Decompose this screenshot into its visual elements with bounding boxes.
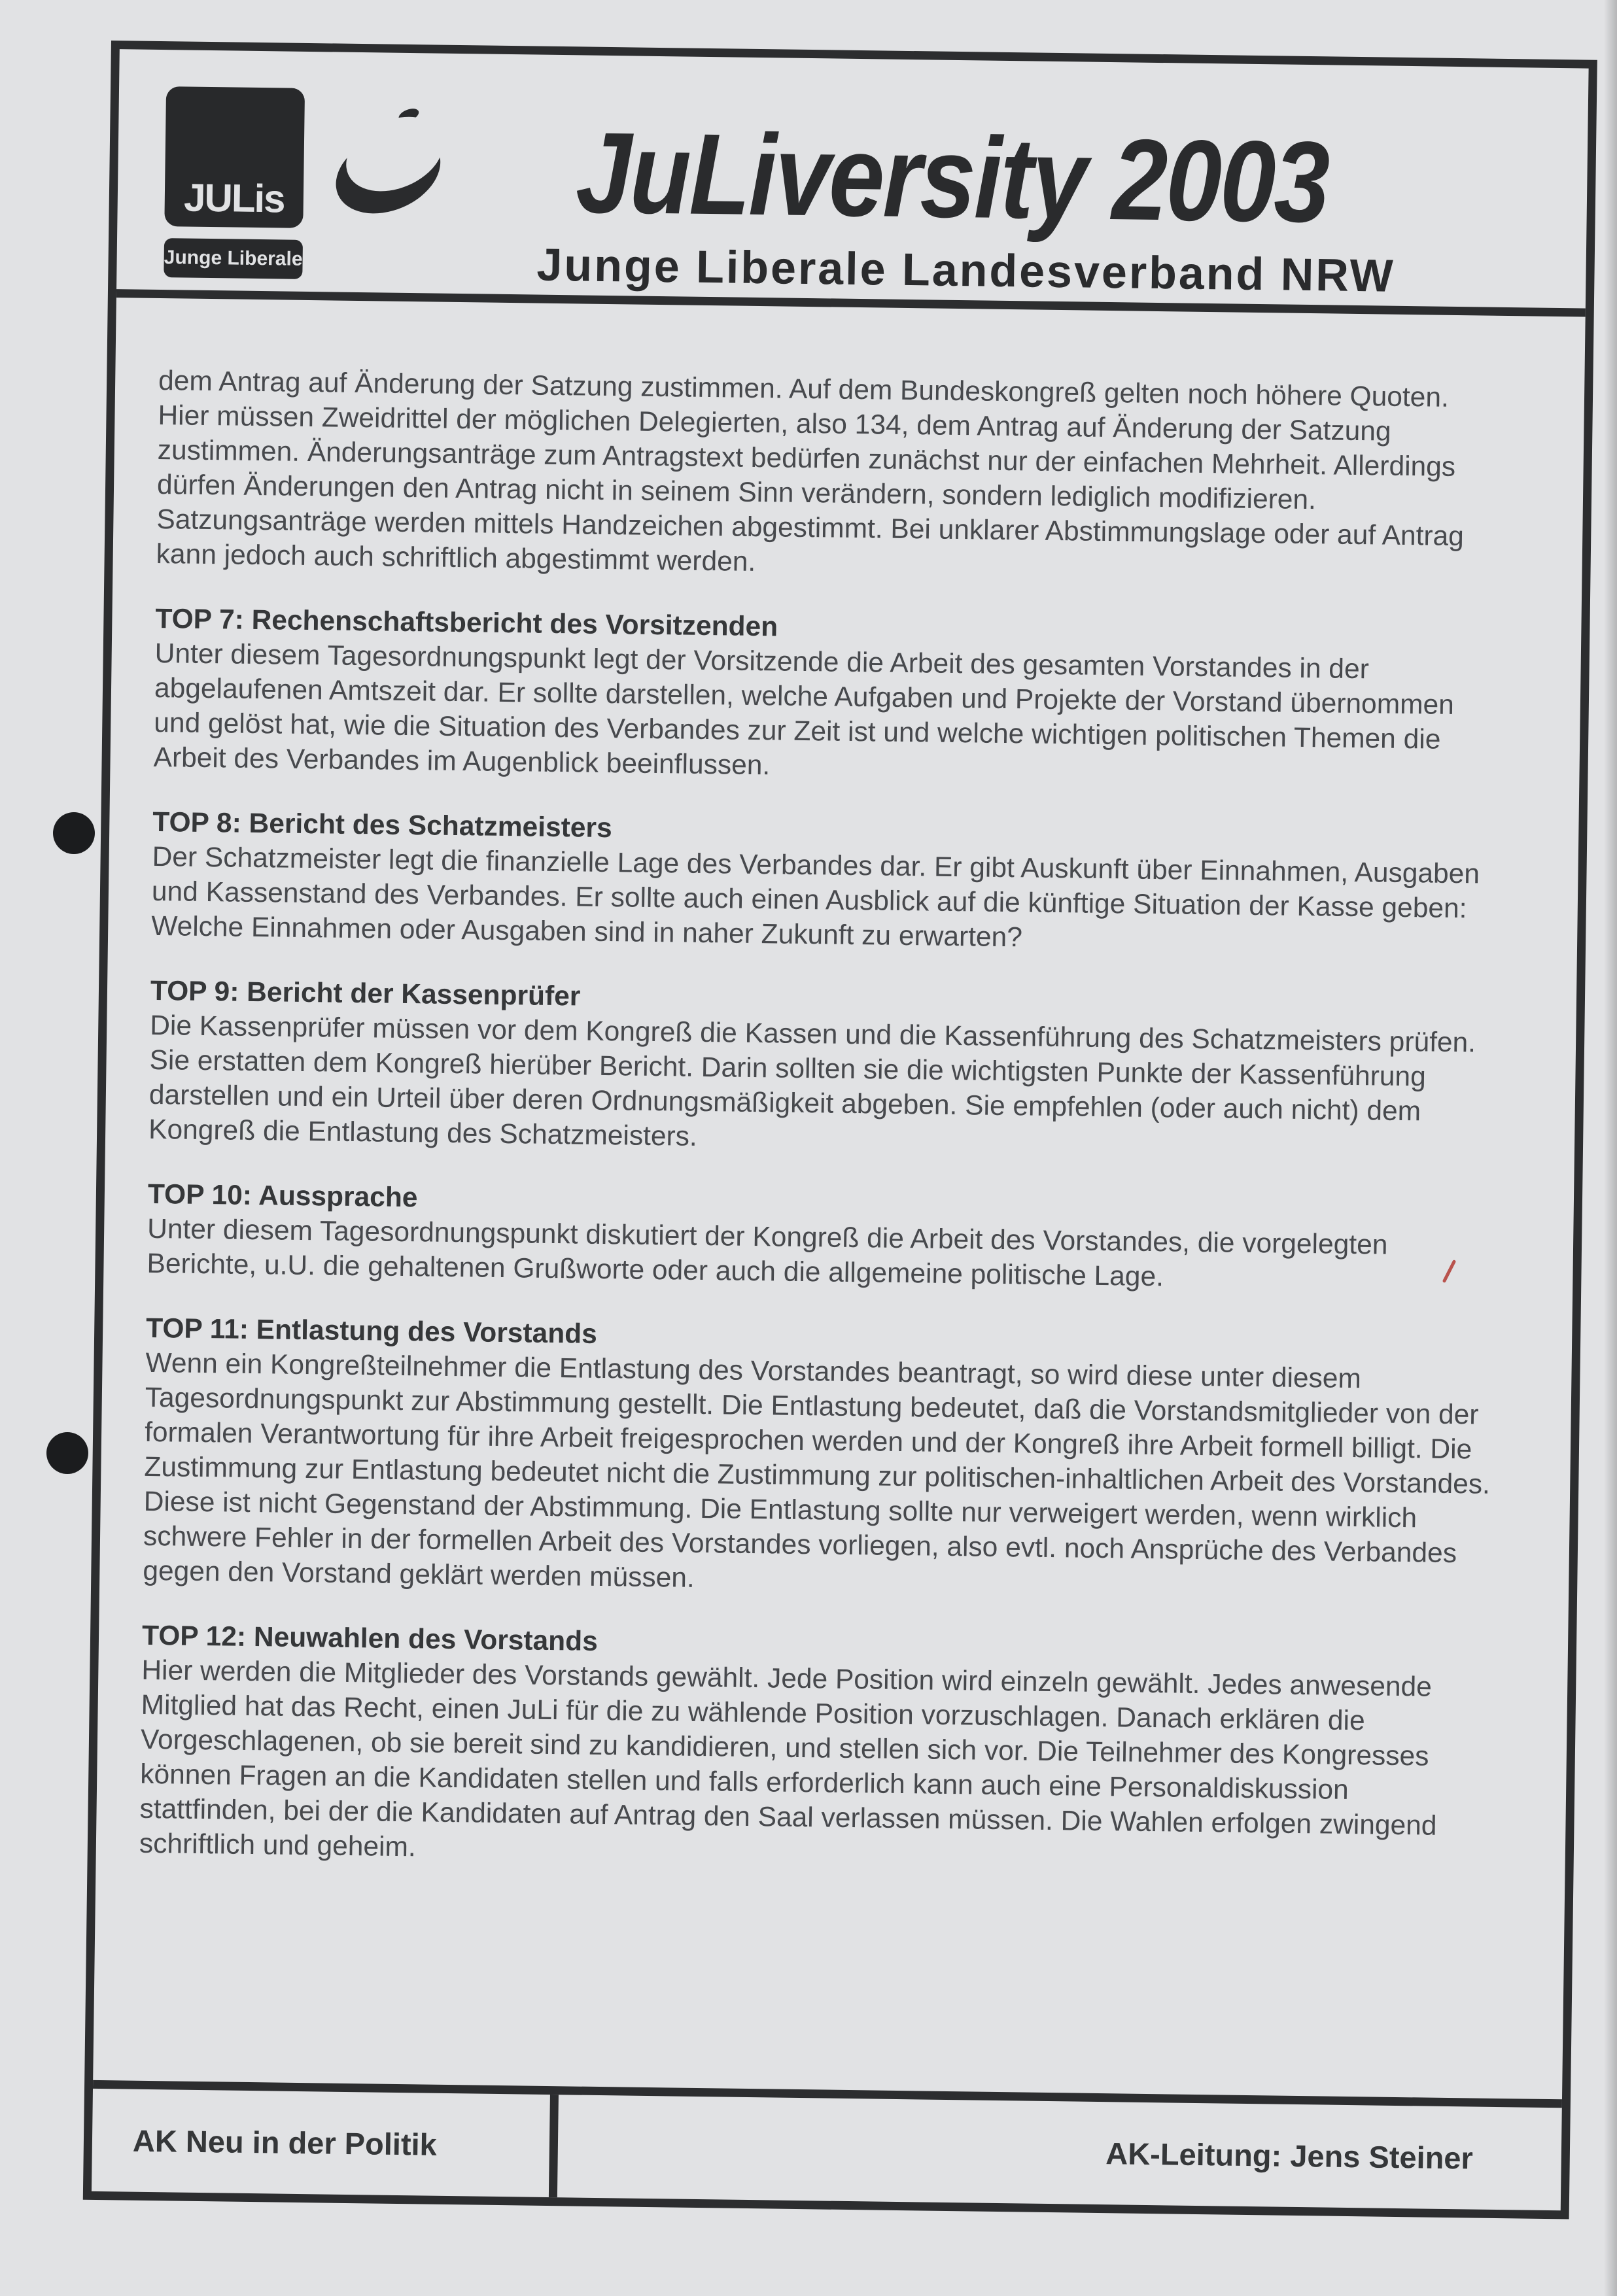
section-top-10-body: Unter diesem Tagesordnungspunkt diskutiert der Kongreß die Arbeit des Vorstandes, die vorgelegten Berichte, u.U. die gehaltenen Grußworte oder auch die allgemeine politische Lage.: [147, 1213, 1388, 1293]
section-top-7: [153, 602, 1503, 793]
section-top-12-heading: TOP 12: Neuwahlen des Vorstands: [141, 1620, 599, 1657]
section-top-8-heading: TOP 8: Bericht des Schatzmeisters: [152, 806, 612, 844]
section-top-11: [143, 1311, 1493, 1606]
masthead: [116, 49, 1589, 317]
footer-workshop-name: AK Neu in der Politik: [92, 2089, 559, 2197]
section-top-9-heading: TOP 9: Bericht der Kassenprüfer: [150, 975, 581, 1012]
julis-logo-text: JULis: [183, 175, 285, 221]
page-subtitle: Junge Liberale Landesverband NRW: [536, 239, 1396, 301]
section-top-9: [148, 974, 1498, 1165]
section-top-7-body: Unter diesem Tagesordnungspunkt legt der Vorsitzende die Arbeit des gesamten Vorstandes in der abgelaufenen Amtszeit dar. Er sollte darstellen, welche Aufgaben und Projekte der Vorstand übernommen und gelöst hat, wie die Situation des Verbandes zur Zeit ist und welche wichtigen politischen Themen die Arbeit des Verbandes im Augenblick beeinflussen.: [153, 638, 1455, 781]
julis-logo: [164, 86, 305, 228]
footer-leader-name: AK-Leitung: Jens Steiner: [1105, 2136, 1474, 2176]
section-top-10-heading: TOP 10: Aussprache: [147, 1178, 418, 1214]
section-top-9-body: Die Kassenprüfer müssen vor dem Kongreß die Kassen und die Kassenführung des Schatzmeisters prüfen. Sie erstatten dem Kongreß hierüber Bericht. Darin sollten sie die wichtigsten Punkte der Kassenführung darstellen und ein Urteil über deren Ordnungsmäßigkeit abgeben. Sie empfehlen (oder auch nicht) dem Kongreß die Entlastung des Schatzmeisters.: [148, 1010, 1476, 1152]
page-title: JuLiversity 2003: [575, 109, 1329, 247]
section-top-10: [147, 1177, 1495, 1299]
section-top-8: [151, 805, 1501, 961]
intro-paragraph: dem Antrag auf Änderung der Satzung zustimmen. Auf dem Bundeskongreß gelten noch höhere Quoten. Hier müssen Zweidrittel der möglichen Delegierten, also 134, dem Antrag auf Änderung der Satzung zustimmen. Änderungsanträge zum Antragstext bedürfen zunächst nur der einfachen Mehrheit. Allerdings dürfen Änderungen den Antrag nicht in seinem Sinn verändern, sondern lediglich modifizieren. Satzungsanträge werden mittels Handzeichen abgestimmt. Bei unklarer Abstimmungslage oder auf Antrag kann jedoch auch schriftlich abgestimmt werden.: [156, 365, 1465, 577]
document-body: [96, 298, 1586, 1879]
section-top-12: [139, 1619, 1490, 1879]
section-top-11-body: Wenn ein Kongreßteilnehmer die Entlastung des Vorstandes beantragt, so wird diese unter diesem Tagesordnungspunkt zur Abstimmung gestellt. Die Entlastung bedeutet, daß die Vorstandsmitglieder von der formalen Verantwortung für ihre Arbeit freigesprochen werden und der Kongreß ihre Arbeit formell billigt. Die Zustimmung zur Entlastung bedeutet nicht die Zustimmung zur politischen-inhaltlichen Arbeit des Vorstandes. Diese ist nicht Gegenstand der Abstimmung. Die Entlastung sollte nur verweigert werden, wenn wirklich schwere Fehler in der formellen Arbeit des Vorstandes vorliegen, also evtl. noch Ansprüche des Verbandes gegen den Vorstand geklärt werden müssen.: [143, 1347, 1491, 1594]
section-top-12-body: Hier werden die Mitglieder des Vorstands gewählt. Jede Position wird einzeln gewählt. Jedes anwesende Mitglied hat das Recht, einen JuLi für die zu wählende Position vorzuschlagen. Danach erklären die Vorgeschlagenen, ob sie bereit sind zu kandidieren, und stellen sich vor. Die Teilnehmer des Kongresses können Fragen an die Kandidaten stellen und falls erforderlich kann auch eine Personaldiskussion stattfinden, bei der die Kandidaten auf Antrag den Saal verlassen müssen. Die Wahlen erfolgen zwingend schriftlich und geheim.: [139, 1654, 1437, 1863]
julis-swoosh-icon: [325, 103, 451, 222]
hole-punch-top: [53, 812, 95, 854]
footer-bar: [92, 2080, 1562, 2210]
section-top-11-heading: TOP 11: Entlastung des Vorstands: [145, 1312, 598, 1350]
hole-punch-bottom: [46, 1432, 88, 1474]
julis-logo-badge-text: Junge Liberale: [164, 247, 303, 270]
julis-logo-badge: [164, 238, 303, 279]
page-border-box: [83, 41, 1597, 2219]
section-top-8-body: Der Schatzmeister legt die finanzielle Lage des Verbandes dar. Er gibt Auskunft über Einnahmen, Ausgaben und Kassenstand des Verbandes. Er sollte auch einen Ausblick auf die künftige Situation der Kasse geben: Welche Einnahmen oder Ausgaben sind in naher Zukunft zu erwarten?: [150, 841, 1480, 953]
section-top-7-heading: TOP 7: Rechenschaftsbericht des Vorsitzenden: [155, 603, 778, 643]
